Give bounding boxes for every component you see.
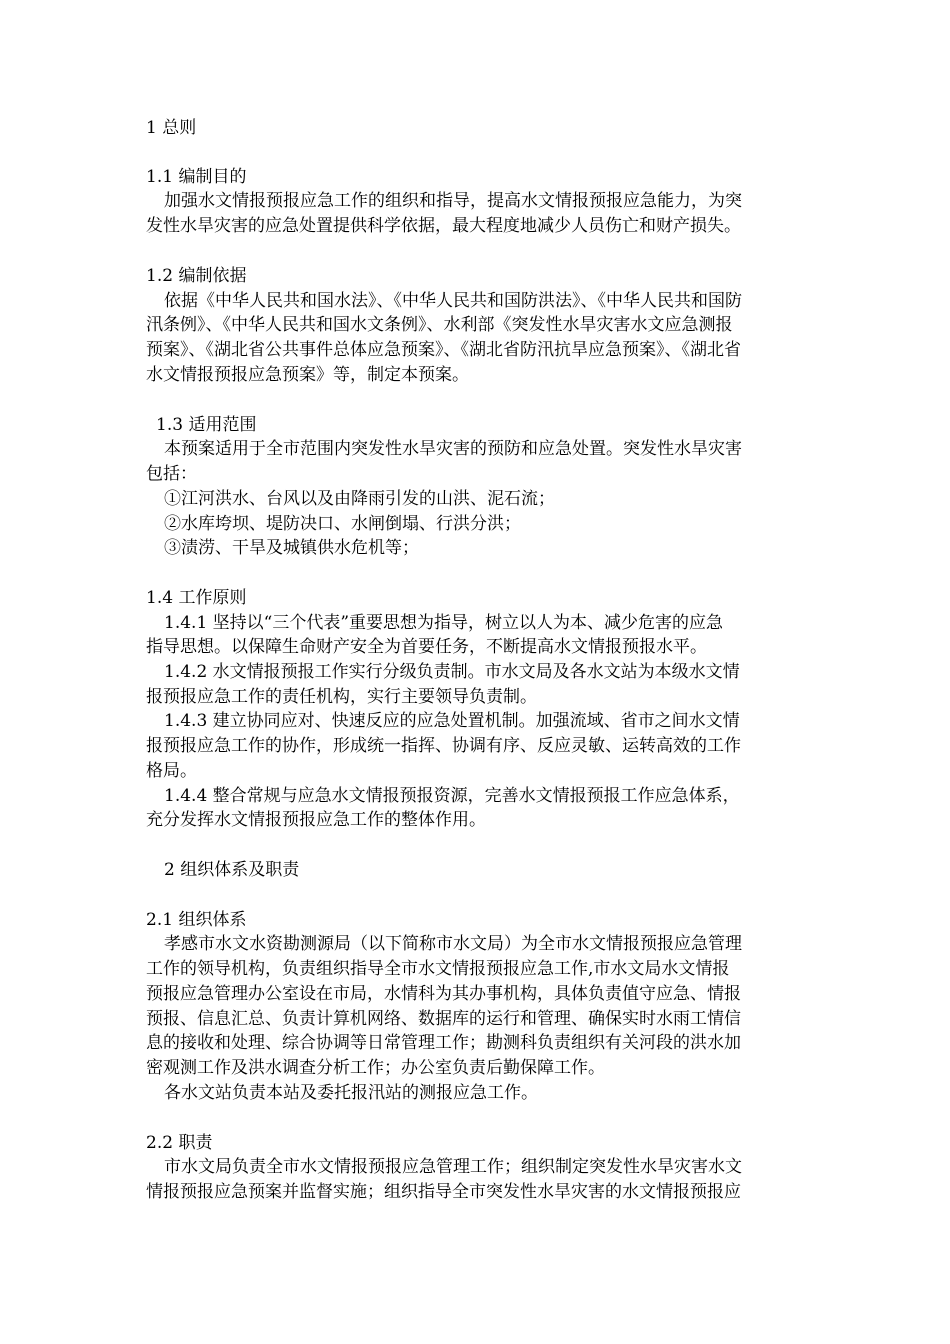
paragraph-line: 水文情报预报应急预案》等，制定本预案。 [146, 365, 469, 385]
paragraph-line: 预报、信息汇总、负责计算机网络、数据库的运行和管理、确保实时水雨工情信 [146, 1009, 741, 1029]
paragraph-line: 预报应急管理办公室设在市局，水情科为其办事机构，具体负责值守应急、情报 [146, 984, 741, 1004]
paragraph-line: 包括： [146, 464, 197, 484]
paragraph-line: 加强水文情报预报应急工作的组织和指导，提高水文情报预报应急能力，为突 [164, 191, 742, 211]
heading-2: 2 组织体系及职责 [164, 860, 300, 880]
paragraph-line: 汛条例》、《中华人民共和国水文条例》、水利部《突发性水旱灾害水文应急测报 [146, 315, 733, 335]
paragraph-line: 1.4.4 整合常规与应急水文情报预报资源，完善水文情报预报工作应急体系， [164, 786, 740, 806]
paragraph-line: 报预报应急工作的协作，形成统一指挥、协调有序、反应灵敏、运转高效的工作 [146, 736, 741, 756]
list-item: ②水库垮坝、堤防决口、水闸倒塌、行洪分洪； [164, 514, 521, 534]
paragraph-line: 1.4.2 水文情报预报工作实行分级负责制。市水文局及各水文站为本级水文情 [164, 662, 740, 682]
heading-2-1: 2.1 组织体系 [146, 910, 247, 930]
paragraph-line: 发性水旱灾害的应急处置提供科学依据，最大程度地减少人员伤亡和财产损失。 [146, 216, 741, 236]
paragraph-line: 各水文站负责本站及委托报汛站的测报应急工作。 [164, 1083, 538, 1103]
paragraph-line: 指导思想。以保障生命财产安全为首要任务，不断提高水文情报预报水平。 [146, 637, 707, 657]
paragraph-line: 孝感市水文水资勘测源局（以下简称市水文局）为全市水文情报预报应急管理 [164, 934, 742, 954]
paragraph-line: 1.4.3 建立协同应对、快速反应的应急处置机制。加强流域、省市之间水文情 [164, 711, 740, 731]
paragraph-line: 本预案适用于全市范围内突发性水旱灾害的预防和应急处置。突发性水旱灾害 [164, 439, 742, 459]
paragraph-line: 充分发挥水文情报预报应急工作的整体作用。 [146, 810, 486, 830]
heading-2-2: 2.2 职责 [146, 1133, 213, 1153]
paragraph-line: 1.4.1 坚持以“三个代表”重要思想为指导，树立以人为本、减少危害的应急 [164, 613, 724, 633]
heading-1-3: 1.3 适用范围 [156, 415, 257, 435]
heading-1-4: 1.4 工作原则 [146, 588, 247, 608]
paragraph-line: 格局。 [146, 761, 197, 781]
list-item: ①江河洪水、台风以及由降雨引发的山洪、泥石流； [164, 489, 555, 509]
heading-1-1: 1.1 编制目的 [146, 167, 247, 187]
paragraph-line: 工作的领导机构，负责组织指导全市水文情报预报应急工作,市水文局水文情报 [146, 959, 730, 979]
paragraph-line: 报预报应急工作的责任机构，实行主要领导负责制。 [146, 687, 537, 707]
heading-1-2: 1.2 编制依据 [146, 266, 247, 286]
heading-1: 1 总则 [146, 118, 197, 138]
paragraph-line: 依据《中华人民共和国水法》、《中华人民共和国防洪法》、《中华人民共和国防 [164, 291, 742, 311]
paragraph-line: 密观测工作及洪水调查分析工作；办公室负责后勤保障工作。 [146, 1058, 605, 1078]
paragraph-line: 市水文局负责全市水文情报预报应急管理工作；组织制定突发性水旱灾害水文 [164, 1157, 742, 1177]
list-item: ③渍涝、干旱及城镇供水危机等； [164, 538, 419, 558]
paragraph-line: 预案》、《湖北省公共事件总体应急预案》、《湖北省防汛抗旱应急预案》、《湖北省 [146, 340, 741, 360]
paragraph-line: 情报预报应急预案并监督实施；组织指导全市突发性水旱灾害的水文情报预报应 [146, 1182, 741, 1202]
paragraph-line: 息的接收和处理、综合协调等日常管理工作；勘测科负责组织有关河段的洪水加 [146, 1033, 741, 1053]
